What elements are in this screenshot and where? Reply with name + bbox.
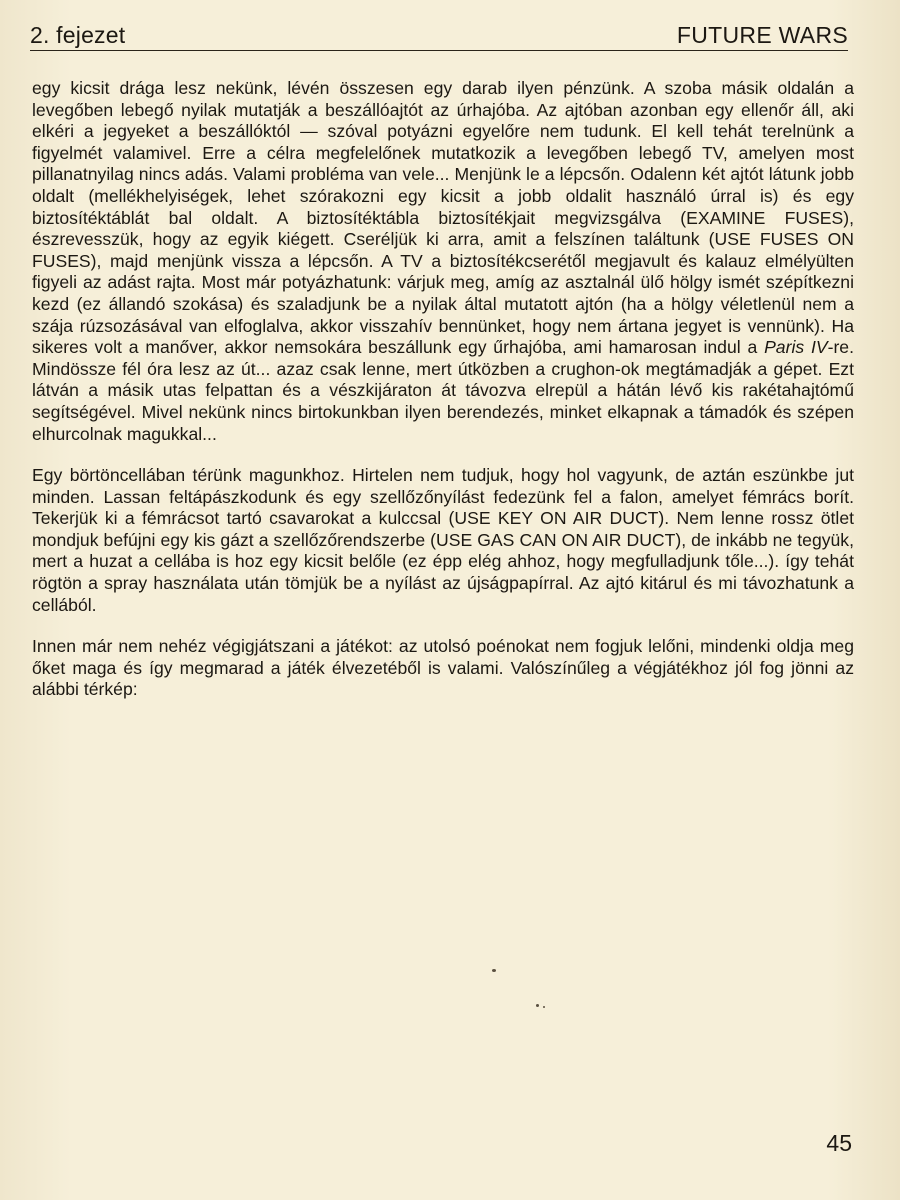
print-speck (543, 1006, 545, 1008)
paragraph-1-text-b: -re. Mindössze fél óra lesz az út... azaz csak lenne, mert útközben a crughon-ok megtámadják a gépet. Ezt látván a másik utas felpattan és a vészkijáraton át távozva elrepül a hátán lévő kis rakétahajtómű segítségével. Mivel nekünk nincs birtokunkban ilyen berendezés, minket elkapnak a támadók és szépen elhurcolnak magukkal... (32, 337, 854, 444)
print-speck (536, 1004, 539, 1007)
page-number: 45 (826, 1130, 852, 1156)
chapter-label: 2. fejezet (30, 22, 126, 48)
body-text (32, 78, 854, 721)
book-title: FUTURE WARS (676, 22, 848, 48)
paragraph-2: Egy börtöncellában térünk magunkhoz. Hirtelen nem tudjuk, hogy hol vagyunk, de aztán eszünkbe jut minden. Lassan feltápászkodunk és egy szellőzőnyílást fedezünk fel a falon, amelyet fémrács borít. Tekerjük ki a fémrácsot tartó csavarokat a kulccsal (USE KEY ON AIR DUCT). Nem lenne rossz ötlet mondjuk befújni egy kis gázt a szellőzőrendszerbe (USE GAS CAN ON AIR DUCT), de inkább ne tegyük, mert a huzat a cellába is hoz egy kicsit belőle (ez épp elég ahhoz, hogy megfulladjunk tőle...). így tehát rögtön a spray használata után tömjük be a nyílást az újságpapírral. Az ajtó kitárul és mi távozhatunk a cellából. (32, 465, 854, 615)
paragraph-1 (32, 78, 854, 445)
running-header (30, 22, 848, 51)
paragraph-1-italic-destination: Paris IV (764, 337, 828, 358)
print-speck (492, 969, 496, 972)
paragraph-1-text-a: egy kicsit drága lesz nekünk, lévén összesen egy darab ilyen pénzünk. A szoba másik oldalán a levegőben lebegő nyilak mutatják a beszállóajtót az úrhajóba. Az ajtóban azonban egy ellenőr áll, aki elkéri a jegyeket a beszállóktól — szóval potyázni egyelőre nem tudunk. El kell tehát terelnünk a figyelmét valamivel. Erre a célra megfelelőnek mutatkozik a levegőben lebegő TV, amelyen most pillanatnyilag nincs adás. Valami probléma van vele... Menjünk le a lépcsőn. Odalenn két ajtót látunk jobb oldalt (mellékhelyiségek, lehet szórakozni egy kicsit a jobb oldalit használó úrral is) és egy biztosítéktáblát bal oldalt. A biztosítéktábla biztosítékjait megvizsgálva (EXAMINE FUSES), észrevesszük, hogy az egyik kiégett. Cseréljük ki arra, amit a felszínen találtunk (USE FUSES ON FUSES), majd menjünk vissza a lépcsőn. A TV a biztosítékcserétől megjavult és kalauz elmélyülten figyeli az adást rajta. Most már potyázhatunk: várjuk meg, amíg az asztalnál ülő hölgy ismét szépítkezni kezd (ez állandó szokása) és szaladjunk be a nyilak által mutatott ajtón (ha a hölgy véletlenül nem a szája rúzsozásával van elfoglalva, akkor visszahív bennünket, hogy nem ártana jegyet is vennünk). Ha sikeres volt a manőver, akkor nemsokára beszállunk egy űrhajóba, ami hamarosan indul a (32, 78, 854, 358)
paragraph-3: Innen már nem nehéz végigjátszani a játékot: az utolsó poénokat nem fogjuk lelőni, mindenki oldja meg őket maga és így megmarad a játék élvezetéből is valami. Valószínűleg a végjátékhoz jól fog jönni az alábbi térkép: (32, 636, 854, 700)
